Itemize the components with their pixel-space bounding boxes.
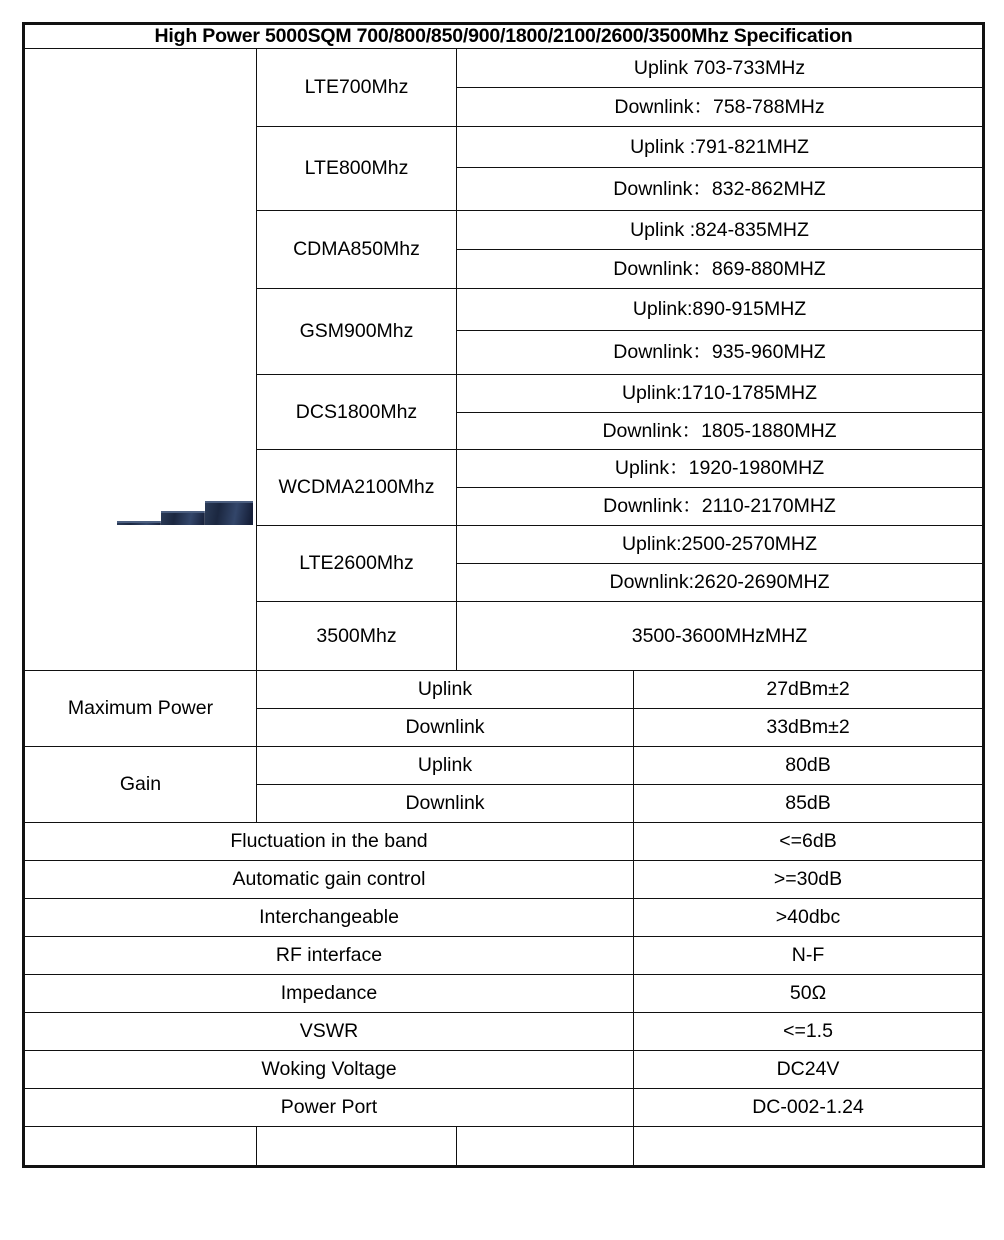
spec-label: Interchangeable (24, 899, 634, 937)
band-range: 3500-3600MHzMHZ (457, 602, 984, 671)
band-downlink: Downlink：869-880MHZ (457, 250, 984, 289)
spec-value: 50Ω (634, 975, 984, 1013)
band-uplink: Uplink:1710-1785MHZ (457, 375, 984, 413)
gain-uplink-value: 80dB (634, 747, 984, 785)
max-power-downlink-label: Downlink (257, 709, 634, 747)
gain-downlink-label: Downlink (257, 785, 634, 823)
table-row (24, 49, 984, 88)
table-row (24, 1051, 984, 1089)
empty-cell-3 (457, 1127, 634, 1167)
spec-value: N-F (634, 937, 984, 975)
spec-label: Impedance (24, 975, 634, 1013)
page-title: High Power 5000SQM 700/800/850/900/1800/2100/2600/3500Mhz Specification (24, 24, 984, 49)
spec-label: Fluctuation in the band (24, 823, 634, 861)
band-name: GSM900Mhz (257, 289, 457, 375)
spec-label: VSWR (24, 1013, 634, 1051)
table-row (24, 861, 984, 899)
band-downlink: Downlink：758-788MHz (457, 88, 984, 127)
band-uplink: Uplink 703-733MHz (457, 49, 984, 88)
spec-label: Power Port (24, 1089, 634, 1127)
spec-value: >=30dB (634, 861, 984, 899)
band-uplink: Uplink:890-915MHZ (457, 289, 984, 331)
band-uplink: Uplink :824-835MHZ (457, 211, 984, 250)
empty-cell-4 (634, 1127, 984, 1167)
band-name: LTE700Mhz (257, 49, 457, 127)
cabinet-group (43, 503, 253, 525)
table-row (24, 671, 984, 709)
max-power-downlink-value: 33dBm±2 (634, 709, 984, 747)
gain-downlink-value: 85dB (634, 785, 984, 823)
table-row (24, 937, 984, 975)
specification-table (22, 22, 985, 1168)
table-row-empty (24, 1127, 984, 1167)
band-name: DCS1800Mhz (257, 375, 457, 450)
repeater-cabinet-lineup-photo (31, 195, 257, 525)
spec-label: RF interface (24, 937, 634, 975)
band-uplink: Uplink:2500-2570MHZ (457, 526, 984, 564)
spec-label: Automatic gain control (24, 861, 634, 899)
spec-value: <=1.5 (634, 1013, 984, 1051)
table-row (24, 1089, 984, 1127)
cabinet-unit-4 (161, 511, 207, 525)
title-row (24, 24, 984, 49)
band-uplink: Uplink：1920-1980MHZ (457, 450, 984, 488)
band-downlink: Downlink：832-862MHZ (457, 168, 984, 211)
table-row (24, 975, 984, 1013)
cabinet-unit-3 (117, 521, 163, 525)
gain-label: Gain (24, 747, 257, 823)
band-downlink: Downlink：1805-1880MHZ (457, 413, 984, 450)
spec-value: >40dbc (634, 899, 984, 937)
table-row (24, 899, 984, 937)
spec-value: DC-002-1.24 (634, 1089, 984, 1127)
band-name: LTE800Mhz (257, 127, 457, 211)
table-row (24, 823, 984, 861)
table-row (24, 1013, 984, 1051)
band-downlink: Downlink:2620-2690MHZ (457, 564, 984, 602)
spec-label: Woking Voltage (24, 1051, 634, 1089)
band-name: 3500Mhz (257, 602, 457, 671)
band-name: LTE2600Mhz (257, 526, 457, 602)
empty-cell-1 (24, 1127, 257, 1167)
band-downlink: Downlink：2110-2170MHZ (457, 488, 984, 526)
spec-value: <=6dB (634, 823, 984, 861)
band-name: CDMA850Mhz (257, 211, 457, 289)
gain-uplink-label: Uplink (257, 747, 634, 785)
band-downlink: Downlink：935-960MHZ (457, 331, 984, 375)
empty-cell-2 (257, 1127, 457, 1167)
band-uplink: Uplink :791-821MHZ (457, 127, 984, 168)
spec-value: DC24V (634, 1051, 984, 1089)
max-power-uplink-label: Uplink (257, 671, 634, 709)
max-power-label: Maximum Power (24, 671, 257, 747)
cabinet-unit-5 (205, 501, 253, 525)
max-power-uplink-value: 27dBm±2 (634, 671, 984, 709)
table-row (24, 747, 984, 785)
product-image-cell (24, 49, 257, 671)
band-name: WCDMA2100Mhz (257, 450, 457, 526)
